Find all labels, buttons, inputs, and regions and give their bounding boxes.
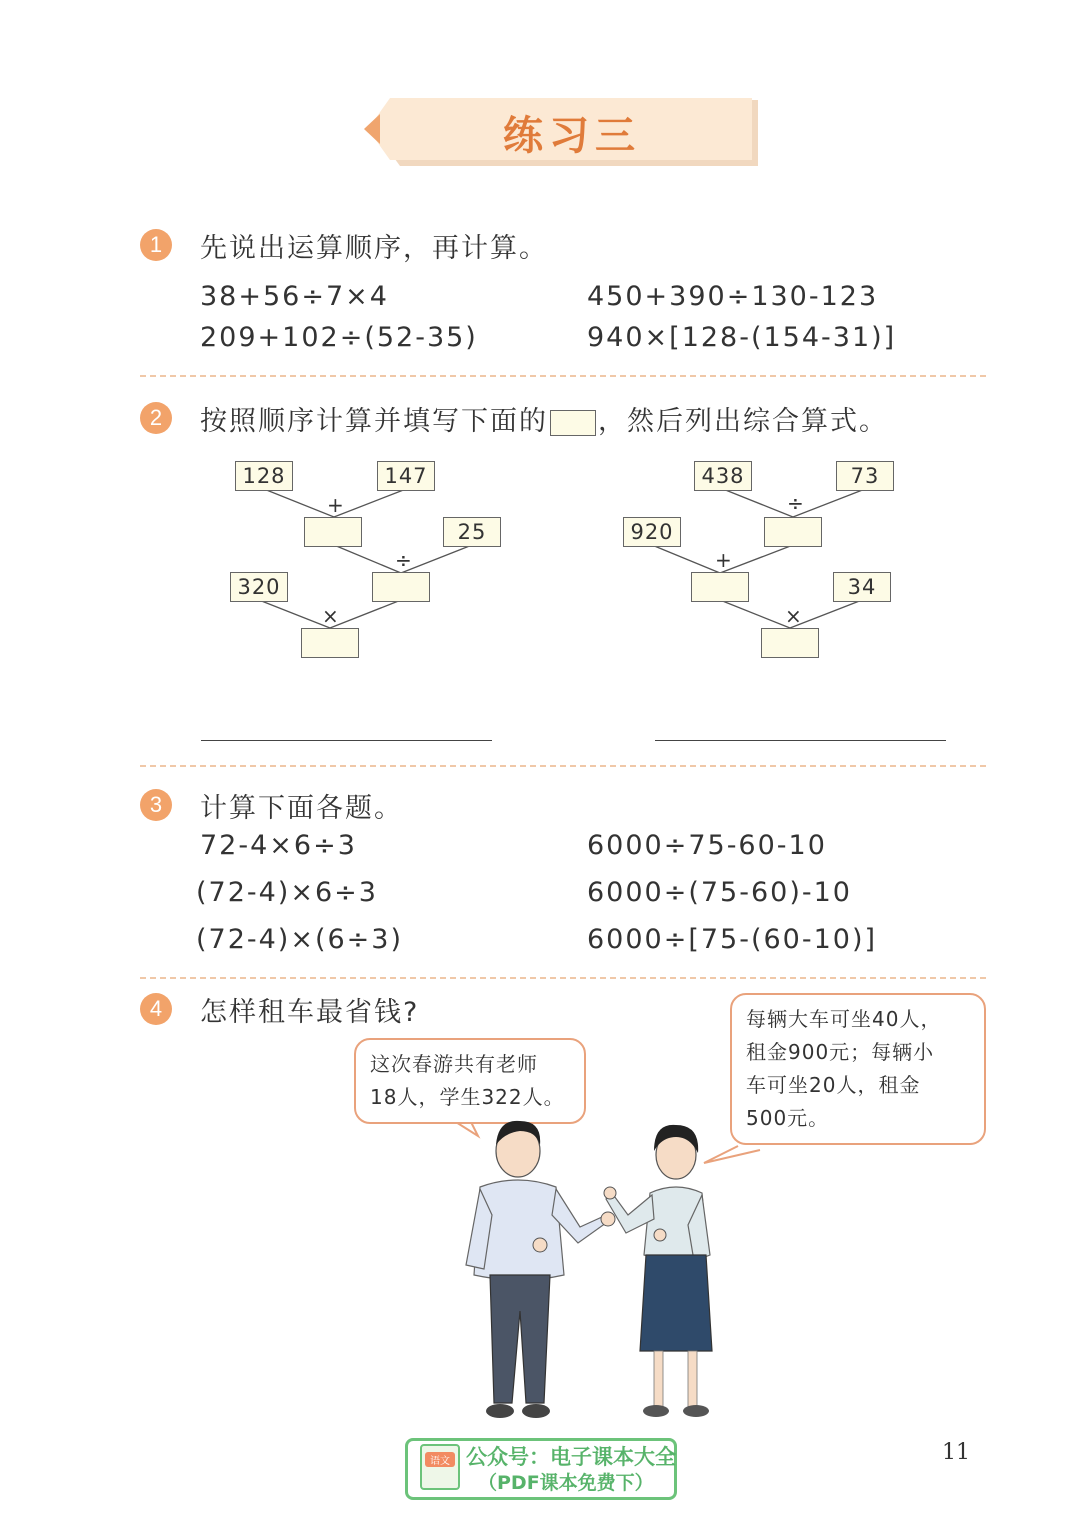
bubble-line: 租金900元；每辆小: [746, 1040, 935, 1064]
tree-right-number-d: 34: [833, 572, 891, 602]
q3-expression-1: 72-4×6÷3: [200, 830, 357, 861]
page-number: 11: [942, 1440, 970, 1465]
bubble-line: 每辆大车可坐40人，: [746, 1007, 942, 1031]
tree-left-answer-box-3[interactable]: [301, 628, 359, 658]
tree-right-operator-1: ÷: [787, 491, 804, 515]
book-icon: [420, 1444, 460, 1490]
tree-right-number-b: 73: [836, 461, 894, 491]
tree-left-operator-3: ×: [322, 604, 339, 628]
bubble-line: 500元。: [746, 1106, 830, 1130]
question-number-3: 3: [140, 789, 172, 821]
calculation-tree-lines: [0, 0, 1080, 700]
section-divider: [140, 765, 986, 767]
speech-bubble-teacher-man: [354, 1038, 586, 1124]
question-4-prompt: 怎样租车最省钱?: [200, 997, 420, 1028]
tree-left-operator-1: +: [327, 493, 344, 517]
q3-expression-6: 6000÷[75-(60-10)]: [587, 924, 878, 955]
q3-expression-5: (72-4)×(6÷3): [196, 924, 404, 955]
tree-left-number-c: 25: [443, 517, 501, 547]
watermark-line-1: 公众号：电子课本大全: [466, 1445, 676, 1469]
answer-line-left[interactable]: [201, 740, 492, 741]
question-3-prompt: 计算下面各题。: [200, 793, 403, 824]
teachers-illustration: [440, 1115, 760, 1435]
answer-line-right[interactable]: [655, 740, 946, 741]
speech-bubble-teacher-woman: [730, 993, 986, 1145]
bubble-line: 车可坐20人，租金: [746, 1073, 921, 1097]
female-teacher-figure: [604, 1125, 712, 1417]
tree-left-answer-box-1[interactable]: [304, 517, 362, 547]
tree-right-operator-3: ×: [785, 604, 802, 628]
q1-expression-2: 450+390÷130-123: [587, 281, 879, 312]
question-1-prompt: 先说出运算顺序，再计算。: [200, 233, 548, 264]
tree-left-number-a: 128: [235, 461, 293, 491]
q1-expression-1: 38+56÷7×4: [200, 281, 389, 312]
question-2-prompt-end: ，然后列出综合算式。: [598, 406, 888, 437]
q3-expression-3: (72-4)×6÷3: [196, 877, 378, 908]
q1-expression-3: 209+102÷(52-35): [200, 322, 478, 353]
tree-left-operator-2: ÷: [395, 548, 412, 572]
page-title: 练习三: [503, 113, 641, 159]
tree-left-number-d: 320: [230, 572, 288, 602]
q3-expression-4: 6000÷(75-60)-10: [587, 877, 852, 908]
q1-expression-4: 940×[128-(154-31)]: [587, 322, 897, 353]
question-number-2: 2: [140, 402, 172, 434]
question-number-4: 4: [140, 993, 172, 1025]
book-icon-label: 语文: [425, 1452, 455, 1467]
tree-left-number-b: 147: [377, 461, 435, 491]
tree-right-number-a: 438: [694, 461, 752, 491]
question-2-prompt-start: 按照顺序计算并填写下面的: [200, 406, 548, 437]
section-divider: [140, 977, 986, 979]
question-number-1: 1: [140, 229, 172, 261]
tree-right-answer-box-1[interactable]: [764, 517, 822, 547]
tree-left-answer-box-2[interactable]: [372, 572, 430, 602]
tree-right-answer-box-2[interactable]: [691, 572, 749, 602]
bubble-line: 这次春游共有老师: [370, 1052, 538, 1076]
tree-right-answer-box-3[interactable]: [761, 628, 819, 658]
tree-right-number-c: 920: [623, 517, 681, 547]
bubble-line: 18人，学生322人。: [370, 1085, 565, 1109]
tree-right-operator-2: +: [715, 548, 732, 572]
male-teacher-figure: [466, 1121, 615, 1418]
watermark-line-2: （PDF课本免费下）: [478, 1472, 654, 1494]
q3-expression-2: 6000÷75-60-10: [587, 830, 827, 861]
